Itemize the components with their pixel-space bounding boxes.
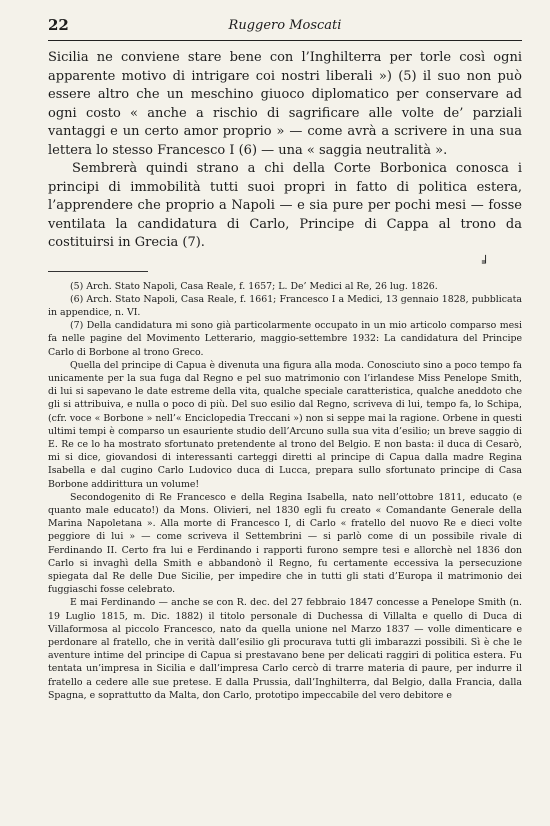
marginal-mark: ╛ (482, 255, 490, 269)
running-title: Ruggero Moscati (228, 18, 342, 33)
page-header (48, 14, 522, 41)
footnote: (5) Arch. Stato Napoli, Casa Reale, f. 1657; L. De’ Medici al Re, 26 lug. 1826. (70, 280, 438, 292)
body-paragraph: Sicilia ne conviene stare bene con l’Inghilterra per torle così ogni apparente motivo di intrigare coi nostri liberali ») (5) il suo non può essere altro che un meschino giuoco diplomatico per conservare ad ogni costo « anche a rischio di sagrificare alle volte de’ parziali vantaggi e un certo amor proprio » — come avrà a scrivere in una sua lettera lo stesso Francesco I (6) — una « saggia neutralità ». (48, 50, 522, 158)
body-paragraph: Sembrerà quindi strano a chi della Corte Borbonica conosca i principi di immobilità tutti suoi propri in fatto di politica estera, l’apprendere che proprio a Napoli — e sia pure per pochi mesi — fosse ventilata la candidatura di Carlo, Principe di Cappa al trono da costituirsi in Grecia (7). (48, 161, 522, 250)
footnote-paragraph: E mai Ferdinando — anche se con R. dec. del 27 febbraio 1847 concesse a Penelope Smith (n. 19 Luglio 1815, m. Dic. 1882) il titolo personale di Duchessa di Villalta e quello di Duca di Villaformosa al piccolo Francesco, nato da quella unione nel Marzo 1837 — volle dimenticare e perdonare al fratello, che in verità dall’esilio gli procurava tutti gli imbarazzi possibili. Sì è che le aventure intime del principe di Capua si prestavano bene per delicati raggiri di politica estera. Fu tentata un’impresa in Sicilia e dall’impresa Carlo cercò di trarre materia di paure, per indurre il fratello a cedere alle sue pretese. E dalla Prussia, dall’Inghilterra, dal Belgio, dalla Francia, dalla Spagna, e soprattutto da Malta, don Carlo, prototipo impeccabile del vero debitore e (48, 597, 522, 701)
footnote-divider (48, 271, 148, 272)
footnote-paragraph: Quella del principe di Capua è divenuta una figura alla moda. Conosciuto sino a poco tempo fa unicamente per la sua fuga dal Regno e pel suo matrimonio con l’irlandese Miss Penelope Smith, di lui si sapevano le date estreme della vita, qualche speciale caratteristica, qualche aneddoto che gli si attribuiva, e nulla o poco di più. Del suo esilio dal Regno, scriveva di lui, tempo fa, lo Schipa, (cfr. voce « Borbone » nell’« Enciclopedia Treccani ») non si seppe mai la ragione. Orbene in questi ultimi tempi è comparso un esauriente studio dell’Arcuno sulla sua vita d’esilio; un breve saggio di E. Re ce lo ha mostrato sfortunato pretendente al trono del Belgio. E non basta: il duca di Cesarò, mi si dice, giovandosi di interessanti carteggi diretti al principe di Capua dalla madre Regina Isabella e dal cugino Carlo Ludovico duca di Lucca, prepara sullo sfortunato principe di Casa Borbone addirittura un volume! (48, 359, 522, 490)
page-number: 22 (48, 16, 69, 34)
document-page (48, 14, 522, 702)
footnotes (48, 280, 522, 703)
footnote-paragraph: Secondogenito di Re Francesco e della Regina Isabella, nato nell’ottobre 1811, educato (e quanto male educato!) da Mons. Olivieri, nel 1830 egli fu creato « Comandante Generale della Marina Napoletana ». Alla morte di Francesco I, di Carlo « fratello del nuovo Re e dieci volte peggiore di lui » — come scriveva il Settembrini — si parlò come di un possibile rivale di Ferdinando II. Certo fra lui e Ferdinando i rapporti furono sempre tesi e allorchè nel 1836 don Carlo si invaghì della Smith e abbandonò il Regno, fu certamente eccessiva la persecuzione spiegata dal Re delle Due Sicilie, per impedire che in tutti gli stati d’Europa il matrimonio dei fuggiaschi fosse celebrato. (48, 491, 522, 596)
footnote: (7) Della candidatura mi sono già particolarmente occupato in un mio articolo comparso mesi fa nelle pagine del Movimento Letterario, maggio-settembre 1932: La candidatura del Principe Carlo di Borbone al trono Greco. (48, 320, 522, 358)
main-text (48, 49, 522, 253)
footnote: (6) Arch. Stato Napoli, Casa Reale, f. 1661; Francesco I a Medici, 13 gennaio 1828, pubblicata in appendice, n. VI. (48, 293, 522, 318)
